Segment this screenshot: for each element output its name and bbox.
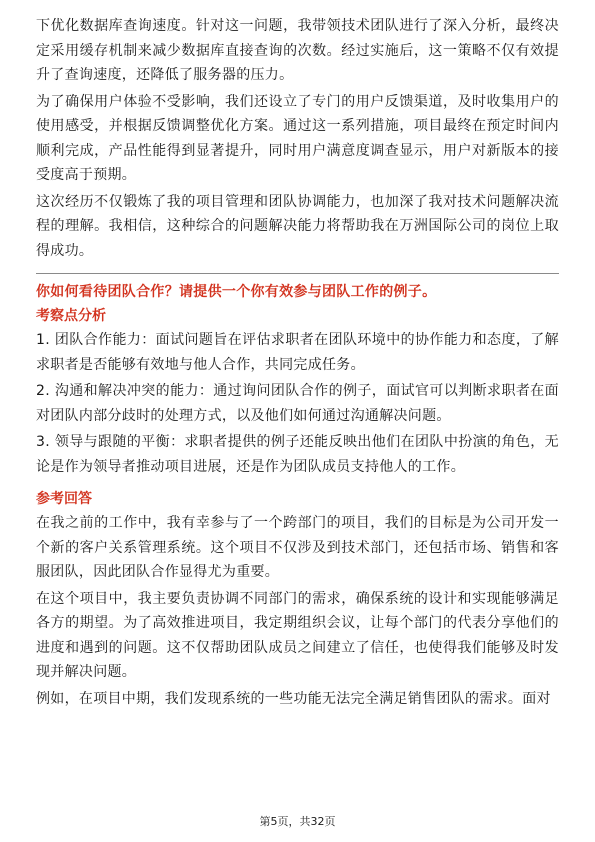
interview-question: 你如何看待团队合作？请提供一个你有效参与团队工作的例子。 [36,284,437,300]
document-page [36,14,559,713]
analysis-item-1: 1. 团队合作能力：面试问题旨在评估求职者在团队环境中的协作能力和态度，了解求职者是否能够有效地与他人合作，共同完成任务。 [36,332,559,373]
intro-paragraph-2: 为了确保用户体验不受影响，我们还设立了专门的用户反馈渠道，及时收集用户的使用感受，并根据反馈调整优化方案。通过这一系列措施，项目最终在预定时间内顺利完成，产品性能得到显著提升，同时用户满意度调查显示，用户对新版本的接受度高于预期。 [36,93,559,183]
analysis-item-3: 3. 领导与跟随的平衡：求职者提供的例子还能反映出他们在团队中扮演的角色，无论是作为领导者推动项目进展，还是作为团队成员支持他人的工作。 [36,434,559,475]
analysis-item-2: 2. 沟通和解决冲突的能力：通过询问团队合作的例子，面试官可以判断求职者在面对团队内部分歧时的处理方式，以及他们如何通过沟通解决问题。 [36,383,559,424]
page-number-footer: 第5页，共32页 [259,815,336,828]
analysis-heading: 考察点分析 [36,308,106,324]
section-divider [36,273,559,274]
intro-paragraph-1: 下优化数据库查询速度。针对这一问题，我带领技术团队进行了深入分析，最终决定采用缓存机制来减少数据库直接查询的次数。经过实施后，这一策略不仅有效提升了查询速度，还降低了服务器的压力。 [36,18,559,83]
answer-paragraph-2: 在这个项目中，我主要负责协调不同部门的需求，确保系统的设计和实现能够满足各方的期望。为了高效推进项目，我定期组织会议，让每个部门的代表分享他们的进度和遇到的问题。这不仅帮助团队成员之间建立了信任，也使得我们能够及时发现并解决问题。 [36,590,559,680]
answer-paragraph-3: 例如，在项目中期，我们发现系统的一些功能无法完全满足销售团队的需求。面对 [36,690,551,707]
answer-heading: 参考回答 [36,491,92,507]
answer-paragraph-1: 在我之前的工作中，我有幸参与了一个跨部门的项目，我们的目标是为公司开发一个新的客户关系管理系统。这个项目不仅涉及到技术部门，还包括市场、销售和客服团队，因此团队合作显得尤为重要。 [36,515,559,580]
intro-paragraph-3: 这次经历不仅锻炼了我的项目管理和团队协调能力，也加深了我对技术问题解决流程的理解。我相信，这种综合的问题解决能力将帮助我在万洲国际公司的岗位上取得成功。 [36,193,559,259]
